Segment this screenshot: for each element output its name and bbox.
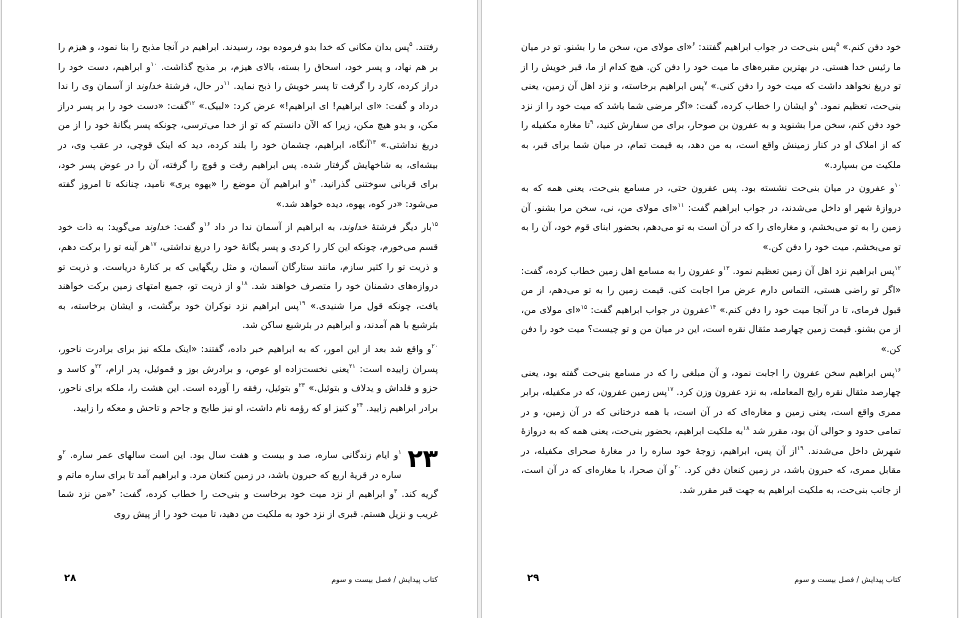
chapter-paragraph-text bbox=[58, 450, 438, 520]
verse-number: ۱۸ bbox=[241, 280, 248, 288]
verse-text: «ای مولای من، نی، سخن مرا بشنو. آن زمین را به تو می‌بخشم، و مغاره‌ای را که در آن است به تو می‌دهم، بحضور ابنای قوم خود، آن را به تو می‌بخشم. میت خود را دفن کن.» bbox=[521, 202, 901, 253]
chapter-number: ۲۳ bbox=[407, 444, 438, 474]
verse-text: «ای مولای من، از من بشنو. قیمت زمین چهارصد مثقال نقره است، این در میان من و تو چیست؟ میت خود را دفن کن.» bbox=[521, 304, 901, 355]
verse-number: ۱۸ bbox=[743, 425, 750, 433]
paragraph bbox=[521, 38, 901, 175]
verse-number: ۳ bbox=[393, 488, 398, 496]
left-page bbox=[1, 0, 478, 618]
verse-number: ۱۱ bbox=[677, 201, 685, 209]
paragraph bbox=[521, 179, 901, 257]
paragraph bbox=[58, 38, 438, 214]
divine-name: خداوند bbox=[136, 81, 162, 93]
right-page bbox=[481, 0, 958, 618]
verse-number: ۲۳ bbox=[298, 382, 306, 389]
verse-text: و واقع شد بعد از این امور، که به ابراهیم خبر داده، گفتند: «اینک ملکه نیز برای برادرت ناحور، پسران زاییده است: bbox=[58, 343, 438, 375]
verse-number: ۱۰ bbox=[894, 182, 901, 190]
verse-text: از آسمان وی را ندا درداد و گفت: «ای ابراهیم! ای ابراهیم!» عرض کرد: «لبیک.» bbox=[58, 81, 439, 112]
divine-name: خداوند bbox=[342, 222, 368, 234]
verse-text: و بتوئیل، رفقه را آورده است. این هشت را، ملکه برای ناحور، برادر ابراهیم زایید. bbox=[58, 383, 438, 414]
verse-text: پس ابراهیم سخن عفرون را اجابت نمود، و آن مبلغی را که در مسامع بنی‌حت گفته بود، یعنی چهارصد مثقال نقره رایج المعامله، به نزد عفرون وزن کرد. bbox=[521, 367, 901, 399]
paragraph bbox=[58, 340, 438, 418]
verse-number: ۱۵ bbox=[580, 303, 588, 311]
verse-number: ۱۰ bbox=[150, 60, 158, 68]
verse-number: ۱۷ bbox=[150, 240, 157, 248]
verse-number: ۲۰ bbox=[431, 342, 438, 350]
verse-text: و ایشان را خطاب کرده، گفت: «اگر مرضی شما باشد که میت خود را از نزد خود دفن کنم، سخن مرا بشنوید و به عفرون بن صوحار، برای من سفارش کنید، bbox=[521, 100, 901, 132]
divine-name: خداوند bbox=[144, 222, 170, 234]
verse-number: ۱۶ bbox=[203, 221, 211, 229]
verse-text: و ابراهیم از نزد میت خود برخاست و بنی‌حت را خطاب کرده، گفت: bbox=[115, 489, 394, 501]
verse-text: به ملکیت ابراهیم، بحضور بنی‌حت، یعنی همه که به دروازهٔ شهرش داخل می‌شدند. bbox=[521, 426, 901, 457]
verse-text: و ابراهیم آن موضع را «یهوه یری» نامید، چنانکه تا امروز گفته می‌شود: «در کوه، یهوه، دیده خواهد شد.» bbox=[58, 179, 438, 210]
verse-text: «من نزد شما غریب و نزیل هستم. قبری از نزد خود به ملکیت من دهید، تا میت خود را از پیش روی bbox=[58, 489, 438, 521]
verse-number: ۲۱ bbox=[349, 362, 356, 370]
verse-text: پس ابراهیم نزد نوکران خود برگشت، و ایشان برخاسته، به بئرشبع با هم آمدند، و ابراهیم در بئرشبع ساکن شد. bbox=[58, 300, 438, 332]
verse-number: ۴ bbox=[112, 488, 116, 496]
verse-text: پس زمین عفرون، که در مکفیله، برابر ممری واقع است، یعنی زمین و مغاره‌ای که در آن است، با همه درختانی که در آن زمین، و در تمامی حدود و حوالی آن بود، مقرر شد bbox=[521, 387, 901, 438]
verse-text: و عفرون در میان بنی‌حت نشسته بود. پس عفرون حتی، در مسامع بنی‌حت، یعنی همه که به دروازهٔ شهر او داخل می‌شدند، در جواب ابراهیم گفت: bbox=[521, 183, 901, 214]
verse-number: ۱۳ bbox=[369, 138, 377, 146]
chapter-opening-paragraph bbox=[58, 446, 438, 524]
verse-number: ۷ bbox=[704, 80, 708, 88]
verse-text: هر آینه تو را برکت دهم، و ذریت تو را کثیر سازم، مانند ستارگان آسمان، و مثل ریگهایی که بر کنارهٔ دریاست. و ذریت تو دروازه‌های دشمنان خود را متصرف خواهند شد. bbox=[58, 241, 438, 293]
verse-text: و عفرون را به مسامع اهل زمین خطاب کرده، گفت: «اگر تو راضی هستی، التماس دارم عرض مرا اجابت کنی. قیمت زمین را به تو می‌دهم، از من قبول فرمای، تا در آنجا میت خود را دفن کنم.» bbox=[521, 265, 902, 316]
verse-text: و آن صحرا، با مغاره‌ای که در آن است، از جانب بنی‌حت، به ملکیت ابراهیم به جهت قبر مقرر شد. bbox=[521, 465, 901, 497]
verse-text: و ساره در قریهٔ اربع که حبرون باشد، در زمین کنعان مرد. و ابراهیم آمد تا برای ساره ماتم و گریه کند. bbox=[58, 450, 438, 501]
verse-number: ۵ bbox=[409, 40, 413, 48]
verse-number: ۲ bbox=[62, 449, 66, 457]
verse-text: یعنی نخست‌زاده او عوص، و برادرش بوز و قموئیل، پدر ارام، bbox=[101, 363, 350, 375]
page-footer bbox=[58, 573, 438, 587]
verse-number: ۱ bbox=[398, 449, 402, 457]
verse-number: ۱۴ bbox=[709, 303, 717, 311]
verse-text: و کنیز او که رؤمه نام داشت، او نیز طابح و جاحم و تاحش و معکه را زایید. bbox=[73, 402, 357, 414]
verse-text: و کاسد و حزو و فلداش و یدلاف و بتوئیل.» bbox=[58, 363, 438, 395]
verse-text: پس ابراهیم برخاسته، و نزد اهل آن زمین، یعنی بنی‌حت، تعظیم نمود. bbox=[521, 81, 902, 112]
verse-number: ۱۲ bbox=[894, 264, 901, 272]
verse-text: و ایام زندگانی ساره، صد و بیست و هفت سال بود. این است سالهای عمر ساره. bbox=[65, 450, 399, 462]
verse-text: پس بدان مکانی که خدا بدو فرموده بود، رسیدند. ابراهیم در آنجا مذبح را بنا نمود، و هیزم را بر هم نهاد، و پسر خود، اسحاق را بسته، بالای هیزم، بر مذبح گذاشت. bbox=[58, 42, 438, 73]
verse-number: ۶ bbox=[692, 40, 696, 48]
verse-number: ۵ bbox=[836, 40, 840, 48]
verse-text: رفتند. bbox=[412, 42, 438, 53]
verse-number: ۱۹ bbox=[298, 299, 306, 307]
verse-text: تا مغاره مکفیله را که از املاک او در کنار زمینش واقع است، به من دهد، به قیمت تمام، در میان شما برای قبر، به ملکیت من بسپارد.» bbox=[521, 120, 901, 171]
verse-number: ۲۰ bbox=[674, 464, 681, 472]
verse-number: ۱۲ bbox=[188, 99, 196, 107]
page-number: ۲۹ bbox=[527, 573, 540, 584]
running-head: کتاب پیدایش / فصل بیست و سوم bbox=[794, 575, 901, 584]
verse-text: می‌گوید: به ذات خود قسم می‌خورم، چونکه این کار را کردی و پسر یگانهٔ خود را دریغ نداشتی، bbox=[58, 222, 439, 253]
verse-text: گفت: «دست خود را بر پسر دراز مکن، و بدو هیچ مکن، زیرا که الآن دانستم که تو از خدا می‌ترسی، چونکه پسر یگانهٔ خود را از من دریغ نداشتی.» bbox=[58, 100, 438, 151]
verse-number: ۱۳ bbox=[722, 264, 730, 272]
verse-text: بار دیگر فرشتهٔ bbox=[367, 222, 432, 234]
verse-number: ۱۶ bbox=[894, 366, 901, 374]
verse-text: از آن پس، ابراهیم، زوجهٔ خود ساره را در مغارهٔ صحرای مکفیله، در مقابل ممری، که حبرون باشد، در زمین کنعان دفن کرد. bbox=[521, 445, 901, 477]
paragraph bbox=[521, 364, 901, 501]
running-head: کتاب پیدایش / فصل بیست و سوم bbox=[331, 575, 438, 584]
left-page-body bbox=[58, 38, 438, 529]
verse-number: ۱۹ bbox=[797, 444, 804, 452]
verse-text: و گفت: bbox=[169, 222, 204, 234]
verse-number: ۱۵ bbox=[431, 221, 438, 229]
verse-text: خود دفن کنم.» bbox=[839, 42, 901, 53]
verse-text: پس ابراهیم نزد اهل آن زمین تعظیم نمود. bbox=[729, 265, 895, 277]
verse-text: ، به ابراهیم از آسمان ندا در داد bbox=[210, 222, 343, 234]
verse-number: ۸ bbox=[814, 99, 818, 107]
verse-text: «ای مولای من، سخن ما را بشنو. تو در میان ما رئیس خدا هستی. در بهترین مقبره‌های ما میت خود را دفن کن. هیچ کدام از ما، قبر خویش را از تو دریغ نخواهد داشت که میت خود را دفن کنی.» bbox=[521, 42, 901, 93]
verse-number: ۱۱ bbox=[223, 80, 231, 88]
verse-number: ۱۴ bbox=[309, 178, 316, 186]
verse-text: پس بنی‌حت در جواب ابراهیم گفتند: bbox=[695, 42, 837, 53]
verse-text: عفرون در جواب ابراهیم گفت: bbox=[587, 304, 710, 316]
verse-number: ۲۴ bbox=[356, 401, 364, 409]
verse-text: و از ذریت تو، جمیع امتهای زمین برکت خواهند یافت، چونکه قول مرا شنیدی.» bbox=[58, 281, 439, 312]
verse-text: در حال، فرشتهٔ bbox=[161, 81, 224, 93]
verse-number: ۱۷ bbox=[667, 386, 674, 393]
page-number: ۲۸ bbox=[64, 573, 77, 584]
paragraph bbox=[521, 262, 901, 360]
right-page-body bbox=[521, 38, 901, 505]
verse-text: آنگاه، ابراهیم، چشمان خود را بلند کرده، دید که اینک قوچی، در عقب وی، در بیشه‌ای، به شاخهایش گرفتار شده. پس ابراهیم رفت و قوچ را گرفته، آن را در عوض پسر خود، برای قربانی سوختنی گذرانید. bbox=[58, 139, 438, 191]
verse-text: و ابراهیم، دست خود را دراز کرده، کارد را گرفت تا پسر خویش را ذبح نماید. bbox=[58, 61, 438, 93]
verse-number: ۲۲ bbox=[95, 362, 102, 370]
paragraph bbox=[58, 218, 438, 336]
page-footer bbox=[521, 573, 901, 587]
verse-number: ۹ bbox=[589, 119, 594, 127]
